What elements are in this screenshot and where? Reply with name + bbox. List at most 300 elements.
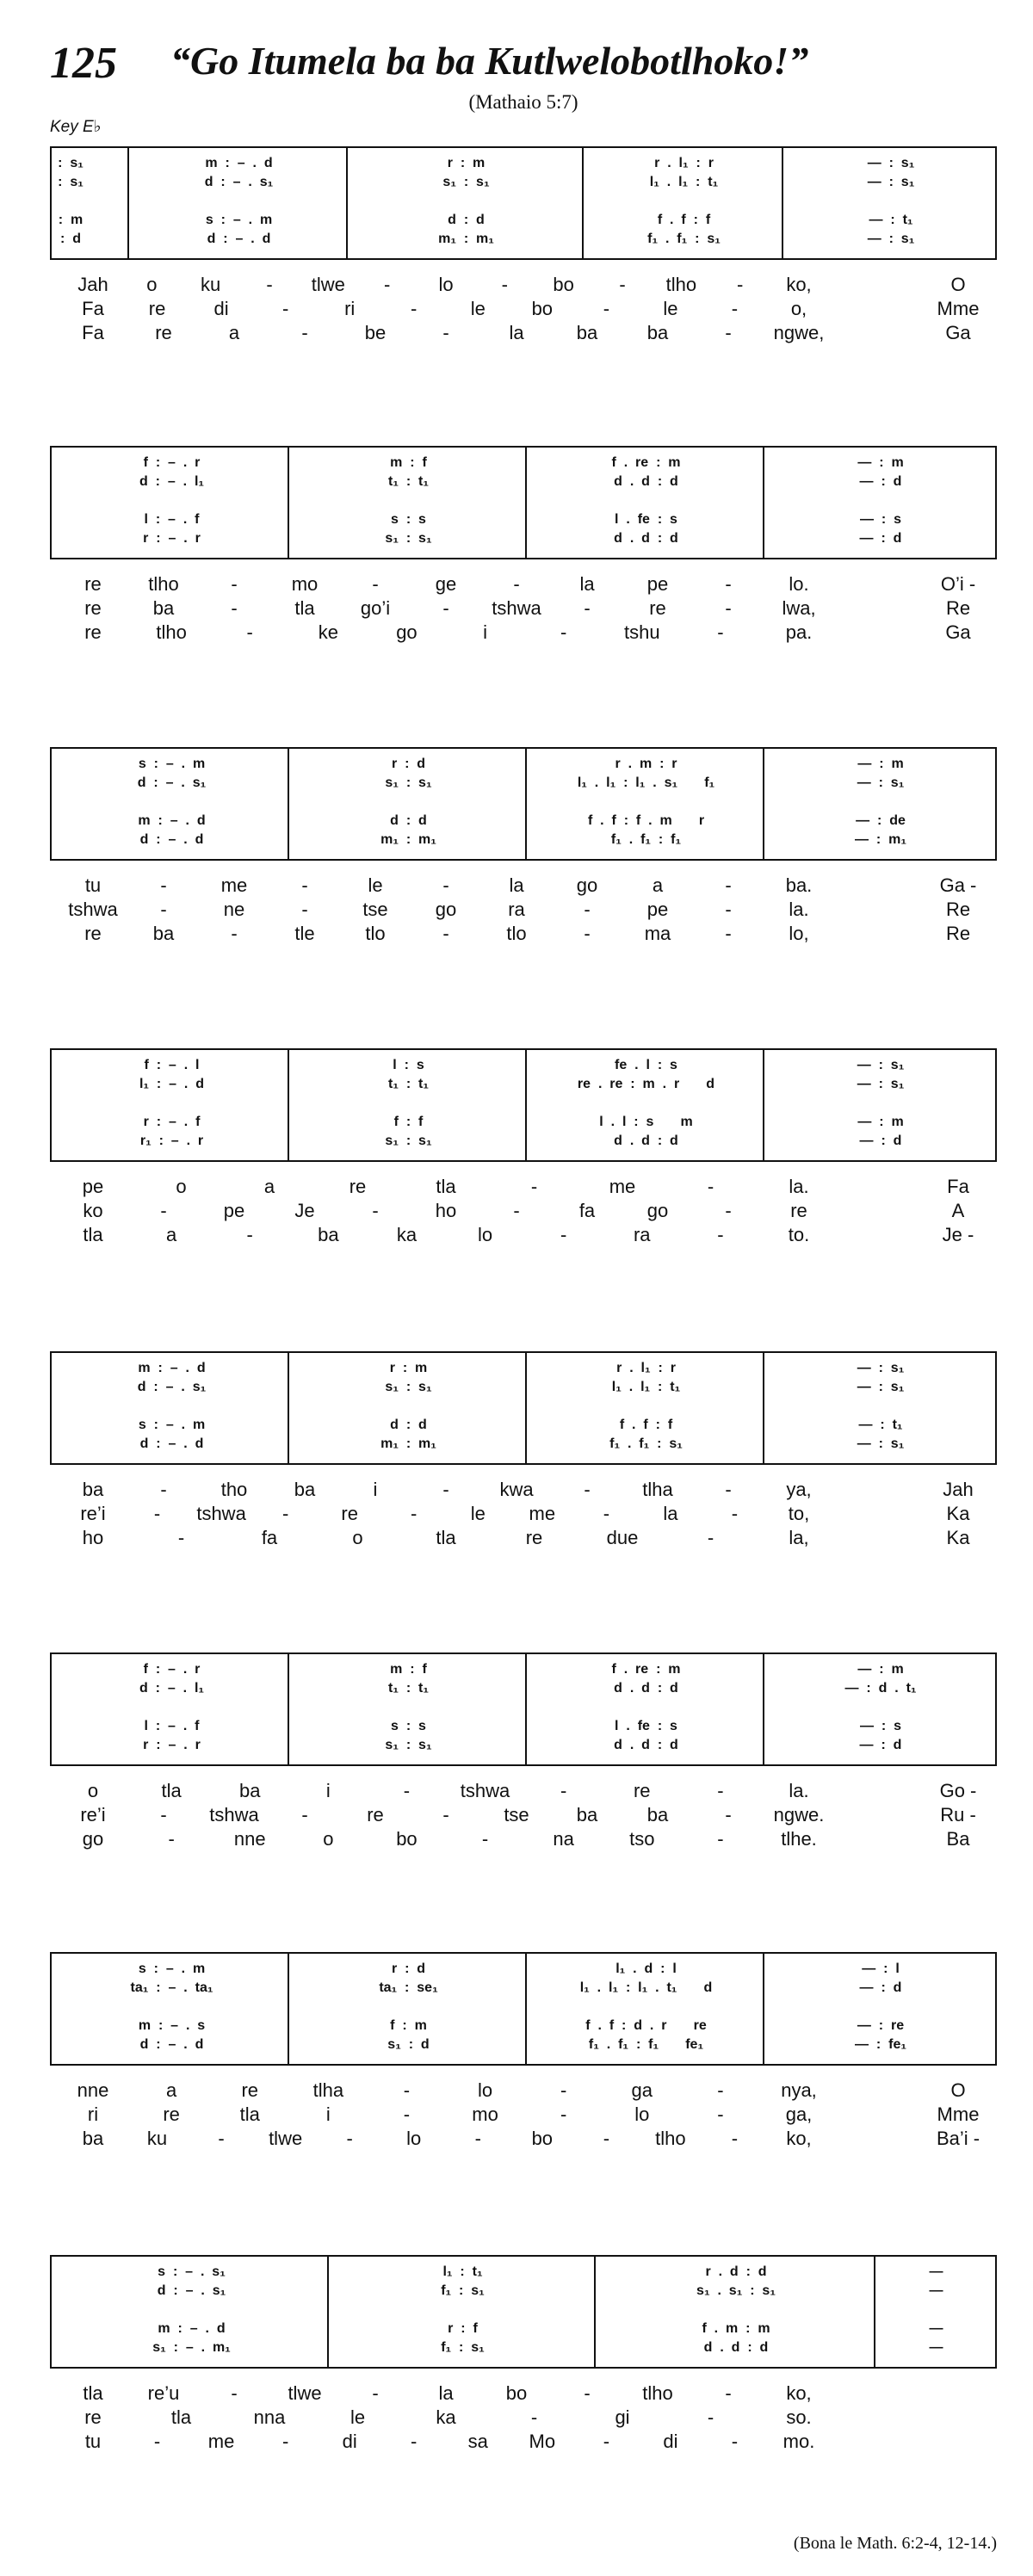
solfa-measure: m : – . d <box>138 813 206 828</box>
solfa-measure: : s₁ <box>58 175 84 189</box>
lyric-syllable: me <box>207 2431 235 2452</box>
lyric-syllable: Ga <box>945 322 971 343</box>
lyric-syllable: go <box>82 1828 104 1850</box>
lyric-syllable: la. <box>789 1780 809 1801</box>
lyric-syllable: re <box>84 597 102 619</box>
solfa-measure: f₁ . f₁ : f₁ <box>610 832 682 847</box>
lyric-syllable: - <box>442 1479 449 1500</box>
lyric-syllable: lo <box>406 2128 422 2149</box>
solfa-measure: l₁ . l₁ : t₁ <box>611 1380 681 1394</box>
lyric-line-verse-1 <box>50 1778 997 1804</box>
lyric-syllable: ba <box>152 923 175 944</box>
lyric-syllable: Jah <box>77 274 108 295</box>
lyric-syllable: - <box>411 298 418 319</box>
lyric-syllable: ba <box>238 1780 261 1801</box>
lyric-syllable: kwa <box>499 1479 534 1500</box>
lyric-line-verse-2 <box>50 897 997 923</box>
solfa-measure: — <box>929 2283 943 2298</box>
lyric-syllable: ba <box>294 1479 316 1500</box>
solfa-measure: f . re : m <box>611 455 681 470</box>
lyric-syllable: tshwa <box>492 597 541 619</box>
solfa-measure: d : – . s₁ <box>157 2283 226 2298</box>
hymn-title: “Go Itumela ba ba Kutlwelobotlhoko!” <box>170 39 809 83</box>
solfa-measure: l : – . f <box>144 1719 200 1733</box>
lyric-syllable: lo <box>438 274 454 295</box>
lyric-syllable: - <box>346 2128 353 2149</box>
lyric-syllable: - <box>731 298 739 319</box>
solfa-measure: r . m : r <box>615 757 677 771</box>
lyric-syllable: Re <box>945 597 971 619</box>
lyric-syllable: pe <box>223 1200 245 1221</box>
lyric-syllable: - <box>153 2431 161 2452</box>
solfa-measure: f : – . r <box>143 1662 201 1677</box>
lyric-syllable: ngwe, <box>773 322 825 343</box>
music-system <box>50 1048 997 1255</box>
lyric-syllable: O’i - <box>940 573 976 595</box>
lyric-syllable: - <box>707 1527 714 1548</box>
lyric-syllable: - <box>560 2103 567 2125</box>
voice-part-row <box>52 1073 995 1096</box>
lyric-syllable: re <box>241 2079 258 2101</box>
lyric-syllable: ma <box>644 923 671 944</box>
lyric-syllable: lo <box>477 2079 493 2101</box>
lyric-syllable: - <box>584 1479 591 1500</box>
solfa-measure: ta₁ : – . ta₁ <box>130 1980 213 1995</box>
lyric-syllable: ba <box>646 322 669 343</box>
solfa-measure: t₁ : t₁ <box>388 474 429 489</box>
lyric-syllable: pa. <box>785 621 813 643</box>
tonic-solfa-staff <box>50 1351 997 1465</box>
lyric-syllable: to, <box>788 1503 810 1524</box>
solfa-measure: l₁ . l₁ : l₁ . s₁ f₁ <box>577 775 715 790</box>
solfa-measure: m₁ : m₁ <box>438 232 494 246</box>
voice-part-row <box>52 1376 995 1399</box>
lyric-syllable: - <box>301 1804 308 1825</box>
lyric-syllable: - <box>560 621 567 643</box>
solfa-measure: l₁ : t₁ <box>442 2264 483 2279</box>
solfa-measure: s : s <box>391 512 426 527</box>
solfa-measure: s₁ : s₁ <box>385 775 432 790</box>
lyric-syllable: tla <box>83 1224 103 1245</box>
lyric-syllable: ko <box>83 1200 103 1221</box>
solfa-measure: m : – . d <box>138 1361 206 1375</box>
tonic-solfa-staff <box>50 1652 997 1766</box>
lyric-line-verse-3 <box>50 320 997 346</box>
lyric-syllable: - <box>731 1503 739 1524</box>
lyric-syllable: lo. <box>789 573 809 595</box>
solfa-measure: l : – . f <box>144 512 200 527</box>
lyric-syllable: tlho <box>665 274 697 295</box>
lyric-syllable: tlo <box>365 923 386 944</box>
lyric-syllable: Ka <box>946 1527 970 1548</box>
solfa-measure: f . re : m <box>611 1662 681 1677</box>
voice-part-row <box>52 2034 995 2056</box>
voice-part-row <box>52 1977 995 1999</box>
lyric-syllable: tlha <box>642 1479 673 1500</box>
tonic-solfa-staff <box>50 747 997 861</box>
solfa-measure: r : d <box>391 1961 426 1976</box>
solfa-measure: : m <box>58 213 84 227</box>
lyric-syllable: go <box>396 621 418 643</box>
lyric-syllable: re <box>349 1176 367 1197</box>
solfa-measure: f : m <box>390 2018 427 2033</box>
solfa-measure: — : s₁ <box>867 175 915 189</box>
lyric-syllable: ba <box>82 2128 104 2149</box>
lyric-syllable: go <box>576 874 598 896</box>
lyric-syllable: so. <box>786 2406 812 2428</box>
lyric-syllable: fa <box>261 1527 278 1548</box>
hymn-header <box>50 38 997 136</box>
solfa-measure: — : m <box>857 455 904 470</box>
lyric-syllable: - <box>731 2128 739 2149</box>
lyric-line-verse-2 <box>50 1501 997 1527</box>
lyric-syllable: - <box>584 2382 591 2404</box>
hymn-number: 125 <box>50 39 117 88</box>
lyric-syllable: Re <box>945 899 971 920</box>
lyric-syllable: - <box>725 874 732 896</box>
solfa-measure: f₁ . f₁ : s₁ <box>647 232 721 246</box>
lyric-syllable: - <box>725 322 732 343</box>
solfa-measure: s₁ . s₁ : s₁ <box>696 2283 776 2298</box>
solfa-measure: f . f : f <box>619 1418 673 1432</box>
lyric-syllable: - <box>501 274 508 295</box>
solfa-measure: s : s <box>391 1719 426 1733</box>
lyric-syllable: tla <box>436 1527 456 1548</box>
tonic-solfa-staff <box>50 446 997 559</box>
scripture-reference: (Mathaio 5:7) <box>468 91 578 113</box>
lyric-syllable: tla <box>436 1176 456 1197</box>
solfa-measure: f . f : f <box>657 213 711 227</box>
lyric-syllable: o <box>323 1828 334 1850</box>
lyric-syllable: la <box>579 573 595 595</box>
lyric-syllable: nya, <box>781 2079 817 2101</box>
lyric-syllable: i <box>325 2103 331 2125</box>
lyric-syllable: - <box>731 2431 739 2452</box>
solfa-measure: s₁ : – . m₁ <box>152 2340 231 2355</box>
lyric-syllable: tla <box>170 2406 192 2428</box>
voice-part-row <box>52 171 995 194</box>
solfa-measure: : d <box>60 232 81 246</box>
solfa-measure: l₁ . l₁ : t₁ <box>649 175 719 189</box>
solfa-measure: d : – . d <box>139 1436 204 1451</box>
lyric-syllable: a <box>165 2079 177 2101</box>
solfa-measure: — : de <box>856 813 906 828</box>
solfa-measure: r : m <box>447 156 486 170</box>
lyric-syllable: ke <box>318 621 338 643</box>
solfa-measure: — : s₁ <box>867 156 915 170</box>
solfa-measure: r : m <box>389 1361 428 1375</box>
lyric-syllable: o <box>87 1780 99 1801</box>
lyric-syllable: - <box>725 1479 732 1500</box>
solfa-measure: f₁ : s₁ <box>441 2340 485 2355</box>
lyric-syllable: i <box>325 1780 331 1801</box>
solfa-measure: r . l₁ : r <box>654 156 714 170</box>
lyric-syllable: ba <box>646 1804 669 1825</box>
lyric-syllable: a <box>263 1176 275 1197</box>
solfa-measure: m : – . s <box>138 2018 206 2033</box>
solfa-measure: d : d <box>448 213 485 227</box>
lyric-line-verse-2 <box>50 296 997 322</box>
lyric-syllable: tlo <box>506 923 527 944</box>
lyric-syllable: ku <box>201 274 221 295</box>
solfa-measure: — : s₁ <box>857 1077 905 1091</box>
lyric-syllable: ri <box>87 2103 99 2125</box>
solfa-measure: d : – . s₁ <box>137 775 207 790</box>
lyric-syllable: - <box>281 298 289 319</box>
lyric-syllable: o <box>146 274 158 295</box>
voice-part-row <box>52 1677 995 1700</box>
lyric-syllable: pe <box>646 899 669 920</box>
solfa-measure: — : s₁ <box>857 1436 905 1451</box>
lyric-line-verse-2 <box>50 2405 997 2431</box>
lyric-syllable: - <box>603 2128 610 2149</box>
solfa-measure: — : d <box>859 531 902 546</box>
lyric-syllable: - <box>160 899 167 920</box>
lyric-syllable: Ka <box>946 1503 970 1524</box>
lyric-syllable: fa <box>578 1200 596 1221</box>
lyric-syllable: bo <box>396 1828 418 1850</box>
lyric-line-verse-1 <box>50 272 997 298</box>
lyric-syllable: tlho <box>148 573 179 595</box>
lyric-syllable: Mme <box>937 2103 980 2125</box>
solfa-measure: : s₁ <box>58 156 84 170</box>
solfa-measure: l₁ . d : l <box>615 1961 677 1976</box>
lyric-syllable: - <box>383 274 391 295</box>
lyric-syllable: ko, <box>786 2128 812 2149</box>
lyric-syllable: a <box>228 322 240 343</box>
solfa-measure: l₁ . l₁ : l₁ . t₁ d <box>579 1980 713 1995</box>
lyric-syllable: - <box>717 1780 724 1801</box>
tonic-solfa-staff <box>50 146 997 260</box>
lyric-syllable: ra <box>508 899 525 920</box>
lyric-syllable: - <box>442 923 449 944</box>
solfa-measure: — : m <box>857 1115 904 1129</box>
lyric-line-verse-2 <box>50 1198 997 1224</box>
lyric-syllable: na <box>553 1828 574 1850</box>
lyric-syllable: - <box>736 274 744 295</box>
music-system <box>50 1351 997 1558</box>
solfa-measure: — : s₁ <box>857 775 905 790</box>
voice-part-row <box>52 1130 995 1152</box>
solfa-measure: s : – . m <box>138 757 206 771</box>
lyric-syllable: tla <box>161 1780 182 1801</box>
lyric-syllable: ne <box>223 899 245 920</box>
tonic-solfa-staff <box>50 1048 997 1162</box>
lyric-syllable: ko, <box>786 274 812 295</box>
lyric-syllable: - <box>603 1503 610 1524</box>
lyric-syllable: ko, <box>786 2382 812 2404</box>
lyric-syllable: be <box>364 322 387 343</box>
lyric-syllable: - <box>584 899 591 920</box>
lyric-syllable: o <box>176 1176 187 1197</box>
lyric-line-verse-2 <box>50 2102 997 2128</box>
lyric-syllable: i <box>483 621 487 643</box>
lyric-syllable: - <box>707 1176 714 1197</box>
lyric-syllable: - <box>281 1503 289 1524</box>
lyric-syllable: tlho <box>655 2128 686 2149</box>
lyric-line-verse-1 <box>50 1174 997 1200</box>
solfa-measure: d : – . d <box>139 832 204 847</box>
lyric-syllable: la. <box>789 1176 809 1197</box>
lyric-syllable: le <box>663 298 678 319</box>
lyric-syllable: - <box>281 2431 289 2452</box>
lyric-syllable: Jah <box>943 1479 974 1500</box>
solfa-measure: m : – . d <box>158 2321 226 2336</box>
lyric-syllable: i <box>373 1479 378 1500</box>
lyric-syllable: - <box>442 874 449 896</box>
lyric-syllable: - <box>717 621 724 643</box>
lyric-syllable: re <box>790 1200 807 1221</box>
lyric-syllable: tlho <box>642 2382 673 2404</box>
lyric-syllable: tshwa <box>196 1503 246 1524</box>
lyric-syllable: lo, <box>789 923 809 944</box>
lyric-syllable: Fa <box>82 298 104 319</box>
lyric-syllable: ba <box>576 1804 598 1825</box>
lyric-syllable: ba <box>82 1479 104 1500</box>
solfa-measure: s₁ : s₁ <box>385 1134 432 1148</box>
lyric-syllable: - <box>474 2128 481 2149</box>
solfa-measure: d : d <box>390 813 427 828</box>
solfa-measure: — : t₁ <box>858 1418 903 1432</box>
voice-part-row <box>52 2337 995 2359</box>
voice-part-row <box>52 772 995 794</box>
solfa-measure: — : m₁ <box>855 832 906 847</box>
lyric-syllable: tse <box>504 1804 529 1825</box>
lyric-syllable: - <box>153 1503 161 1524</box>
solfa-measure: f₁ . f₁ : s₁ <box>609 1436 683 1451</box>
solfa-measure: r : d <box>391 757 426 771</box>
lyric-syllable: - <box>513 1200 520 1221</box>
lyric-syllable: - <box>530 2406 538 2428</box>
solfa-measure: m : f <box>390 455 427 470</box>
lyric-syllable: di <box>663 2431 678 2452</box>
lyric-syllable: - <box>513 573 520 595</box>
lyric-syllable: tu <box>84 2431 102 2452</box>
lyric-syllable: ngwe. <box>773 1804 825 1825</box>
lyric-syllable: Re <box>945 923 971 944</box>
footer-reference: (Bona le Math. 6:2-4, 12-14.) <box>793 2534 997 2553</box>
voice-part-row <box>52 1734 995 1757</box>
solfa-measure: d . d : d <box>614 474 678 489</box>
solfa-measure: d . d : d <box>614 1681 678 1696</box>
lyric-syllable: ho <box>82 1527 104 1548</box>
lyric-syllable: pe <box>646 573 669 595</box>
lyric-syllable: bo <box>531 298 554 319</box>
lyric-syllable: tshwa <box>68 899 118 920</box>
lyric-syllable: re’i <box>80 1503 106 1524</box>
lyric-syllable: mo <box>472 2103 498 2125</box>
lyric-syllable: lo <box>477 1224 493 1245</box>
lyric-line-verse-2 <box>50 596 997 621</box>
lyric-syllable: - <box>246 1224 253 1245</box>
solfa-measure: d . d : d <box>703 2340 769 2355</box>
lyric-syllable: mo <box>291 573 319 595</box>
voice-part-row <box>52 1433 995 1455</box>
lyric-syllable: la <box>509 874 524 896</box>
lyric-syllable: - <box>372 2382 379 2404</box>
lyric-syllable: Fa <box>82 322 104 343</box>
lyric-syllable: le <box>368 874 383 896</box>
solfa-measure: d : – . l₁ <box>139 474 205 489</box>
lyric-syllable: la, <box>789 1527 809 1548</box>
lyric-syllable: go <box>646 1200 669 1221</box>
lyric-syllable: - <box>725 899 732 920</box>
lyric-syllable: O <box>950 2079 966 2101</box>
lyric-syllable: bo <box>505 2382 528 2404</box>
lyric-line-verse-3 <box>50 1222 997 1248</box>
lyric-syllable: - <box>266 274 273 295</box>
solfa-measure: f . f : f . m r <box>587 813 705 828</box>
lyric-syllable: re <box>84 2406 102 2428</box>
lyric-syllable: Ba <box>946 1828 970 1850</box>
lyric-syllable: - <box>717 1224 724 1245</box>
lyric-line-verse-3 <box>50 620 997 646</box>
lyric-syllable: re <box>84 573 102 595</box>
lyric-syllable: ga <box>631 2079 653 2101</box>
lyric-syllable: pe <box>82 1176 104 1197</box>
lyric-syllable: mo. <box>782 2431 815 2452</box>
solfa-measure: s₁ : s₁ <box>385 531 432 546</box>
lyric-syllable: - <box>530 1176 538 1197</box>
lyric-syllable: - <box>411 2431 418 2452</box>
lyric-syllable: bo <box>531 2128 554 2149</box>
solfa-measure: — : m <box>857 757 904 771</box>
solfa-measure: d . d : d <box>614 531 678 546</box>
lyric-syllable: - <box>403 2103 411 2125</box>
solfa-measure: r₁ : – . r <box>139 1134 204 1148</box>
solfa-measure: s : – . m <box>205 213 273 227</box>
lyric-syllable: ba <box>318 1224 339 1245</box>
lyric-syllable: ku <box>146 2128 168 2149</box>
lyric-syllable: Fa <box>947 1176 969 1197</box>
lyric-syllable: Ga - <box>939 874 977 896</box>
solfa-measure: — : d <box>859 1738 902 1752</box>
lyric-syllable: tlha <box>312 2079 344 2101</box>
lyric-syllable: tlwe <box>311 274 345 295</box>
solfa-measure: r : – . r <box>143 531 201 546</box>
lyric-syllable: di <box>213 298 229 319</box>
voice-part-row <box>52 528 995 550</box>
lyric-syllable: tshwa <box>460 1780 510 1801</box>
lyric-syllable: - <box>725 923 732 944</box>
solfa-measure: — : s₁ <box>857 1380 905 1394</box>
lyric-syllable: ho <box>435 1200 457 1221</box>
lyric-syllable: - <box>442 322 449 343</box>
lyric-syllable: - <box>481 1828 489 1850</box>
lyric-syllable: - <box>442 1804 449 1825</box>
lyric-line-verse-3 <box>50 2126 997 2152</box>
lyric-syllable: le <box>349 2406 366 2428</box>
lyric-syllable: Ru - <box>940 1804 976 1825</box>
lyric-syllable: - <box>403 2079 411 2101</box>
lyric-syllable: to. <box>788 1224 810 1245</box>
lyric-syllable: me <box>529 1503 556 1524</box>
lyric-syllable: la <box>438 2382 454 2404</box>
lyric-syllable: - <box>372 573 379 595</box>
lyric-line-verse-1 <box>50 1477 997 1503</box>
lyric-syllable: tla <box>239 2103 260 2125</box>
lyric-syllable: - <box>246 621 253 643</box>
solfa-measure: t₁ : t₁ <box>388 1077 429 1091</box>
solfa-measure: — : s <box>859 1719 902 1733</box>
lyric-syllable: re <box>84 923 102 944</box>
solfa-measure: — : d <box>859 1980 902 1995</box>
lyric-syllable: - <box>177 1527 185 1548</box>
lyric-syllable: - <box>160 1200 167 1221</box>
lyric-syllable: gi <box>615 2406 630 2428</box>
solfa-measure: — <box>929 2321 943 2336</box>
lyric-syllable: re <box>525 1527 543 1548</box>
